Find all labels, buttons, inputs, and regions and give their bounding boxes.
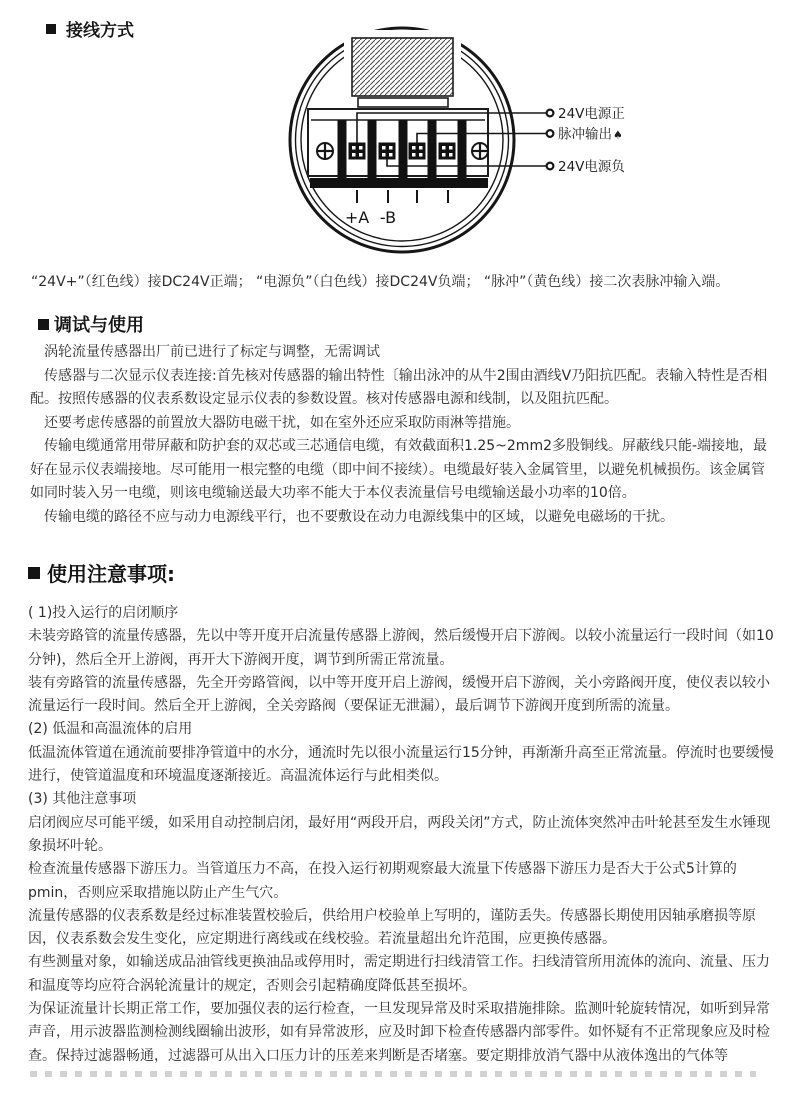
paragraph: ( 1)投入运行的启闭顺序	[28, 605, 179, 621]
wiring-caption: “24V+”（红色线）接DC24V正端； “电源负”（白色线）接DC24V负端； “脉冲”（黄色线）接二次表脉冲输入端。	[31, 274, 730, 290]
callout-dot-icon	[547, 130, 554, 137]
paragraph: 涡轮流量传感器出厂前已进行了标定与调整，无需调试	[44, 344, 380, 360]
strip-bar	[428, 120, 437, 178]
section-bullet-icon	[38, 319, 49, 330]
paragraph: 有些测量对象，如输送成品油管线更换油品或停用时，需定期进行扫线清管工作。扫线清管所用流体的流向、流量、压力和温度等均应符合涡轮流量计的规定，否则会引起精确度降低甚至损坏。	[28, 954, 770, 994]
paragraph: 低温流体管道在通流前要排净管道中的水分，通流时先以很小流量运行15分钟，再渐渐升高至正常流量。停流时也要缓慢进行，使管道温度和环境温度逐渐接近。高温流体运行与此相类似。	[28, 744, 774, 785]
paragraph: 流量传感器的仪表系数是经过标准装置校验后，供给用户校验单上写明的，谨防丢失。传感器长期使用因轴承磨损等原因，仪表系数会发生变化，应定期进行离线或在线校验。若流量超出允许范围，应更换传感器。	[28, 907, 756, 948]
section-title-notes	[28, 558, 175, 587]
strip-bar	[399, 120, 408, 178]
debugging-paragraphs	[30, 341, 774, 529]
paragraph: (3) 其他注意事项	[28, 791, 137, 808]
paragraph: (2) 低温和高温流体的启用	[28, 721, 193, 738]
paragraph: 传输电缆的路径不应与动力电源线平行，也不要敷设在动力电源线集中的区域，以避免电磁场的干扰。	[44, 508, 674, 525]
screw-icon	[472, 143, 488, 159]
callout-dot-icon	[547, 110, 554, 117]
pulse-symbol-icon: ♠	[613, 128, 623, 142]
terminal-diagram-svg	[0, 15, 790, 267]
label-power-positive: 24V电源正	[558, 106, 625, 122]
paragraph: 启闭阀应尽可能平缓，如采用自动控制启闭，最好用“两段开启，两段关闭”方式，防止流体突然冲击叶轮甚至发生水锤现象损坏叶轮。	[28, 814, 771, 854]
section-title-debugging-label: 调试与使用	[54, 315, 144, 336]
section-title-notes-label: 使用注意事项:	[47, 562, 175, 586]
strip-bar	[338, 120, 347, 178]
wiring-diagram	[0, 15, 790, 267]
section-title-debugging	[38, 311, 144, 337]
connector-block	[352, 38, 453, 96]
strip-bar	[458, 120, 467, 178]
truncated-text-line	[30, 1071, 756, 1077]
slot-bar	[358, 98, 448, 107]
callout-dot-icon	[547, 163, 554, 170]
section-bullet-icon	[28, 567, 40, 579]
strip-bar	[368, 120, 377, 178]
paragraph: 装有旁路管的流量传感器，先全开旁路管阀，以中等开度开启上游阀，缓慢开启下游阀，关小旁路阀开度，使仪表以较小流量运行一段时间。然后全开上游阀，全关旁路阀（要保证无泄漏），最后调节下游阀开度到所需的流量。	[28, 674, 770, 715]
paragraph: 还要考虑传感器的前置放大器防电磁干扰，如在室外还应采取防雨淋等措施。	[44, 414, 520, 431]
paragraph: 检查流量传感器下游压力。当管道压力不高，在投入运行初期观察最大流量下传感器下游压力是否大于公式5计算的pmin，否则应采取措施以防止产生气穴。	[28, 861, 737, 901]
strip-bottom-rail	[310, 178, 488, 188]
notes-paragraphs	[28, 602, 776, 1068]
terminal-b-label: -B	[379, 208, 397, 227]
label-power-negative: 24V电源负	[558, 159, 625, 175]
paragraph: 未装旁路管的流量传感器，先以中等开度开启流量传感器上游阀，然后缓慢开启下游阀。以较小流量运行一段时间（如10分钟)，然后全开上游阀，再开大下游阀开度，调节到所需正常流量。	[28, 628, 774, 668]
label-pulse-output: 脉冲输出♠	[558, 126, 623, 143]
paragraph: 传感器与二次显示仪表连接:首先核对传感器的输出特性〔输出泳冲的从牛2围由酒线V乃阳抗匹配。表输入特性是否相配。按照传感器的仪表系数设定显示仪表的参数设置。核对传感器电源和线制，以及阻抗匹配。	[30, 367, 768, 407]
section-title-wiring-label: 接线方式	[66, 21, 134, 41]
screw-icon	[317, 143, 333, 159]
paragraph: 为保证流量计长期正常工作，要加强仪表的运行检查，一旦发现异常及时采取措施排除。监测叶轮旋转情况，如听到异常声音，用示波器监测检测线圈输出波形，如有异常波形，应及时卸下检查传感器内部零件。如怀疑有不正常现象应及时检查。保持过滤器畅通，过滤器可从出入口压力计的压差来判断是否堵塞。要定期排放消气器中从液体逸出的气体等	[28, 1001, 770, 1064]
terminal-a-label: +A	[344, 208, 370, 227]
paragraph: 传输电缆通常用带屏蔽和防护套的双芯或三芯通信电缆，有效截面积1.25~2mm2多股铜线。屏蔽线只能-端接地，最好在显示仪表端接地。尽可能用一根完整的电缆（即中间不接续）。电缆最好装入金属管里，以避免机械损伤。该金属管如同时装入另一电缆，则该电缆输送最大功率不能大于本仪表流量信号电缆输送最小功率的10倍。	[30, 438, 768, 501]
